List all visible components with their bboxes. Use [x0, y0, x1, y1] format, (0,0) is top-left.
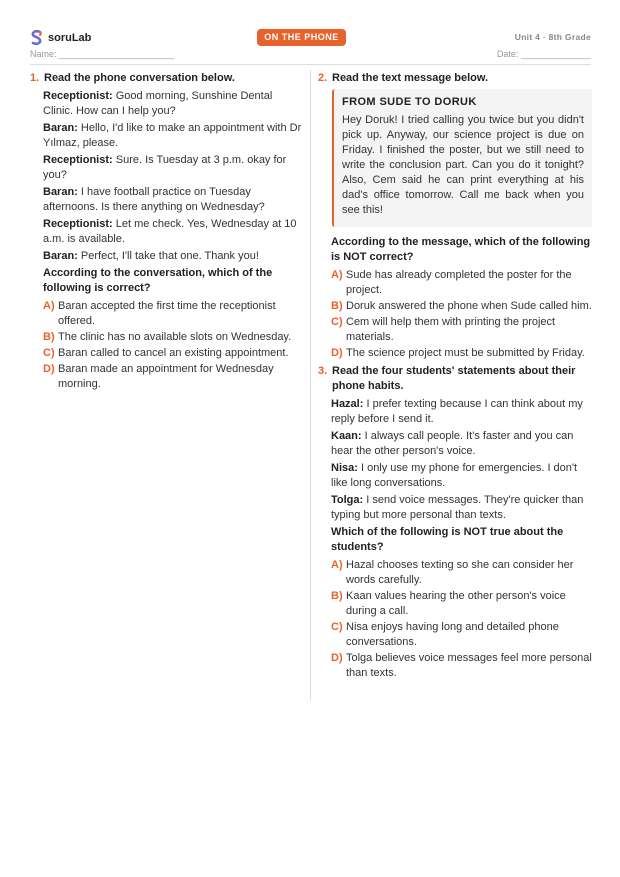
option-letter: B) [331, 300, 343, 312]
sorulab-logo-icon [30, 30, 44, 46]
option-b[interactable] [331, 299, 592, 314]
option-text: Baran accepted the first time the receptionist offered. [58, 300, 276, 327]
option-letter: A) [331, 559, 343, 571]
option-text: Nisa enjoys having long and detailed phone conversations. [346, 621, 559, 648]
statement [331, 397, 592, 427]
question-heading [318, 364, 592, 394]
text-message-box [332, 89, 592, 227]
dialogue-line [43, 89, 302, 119]
line-text: Perfect, I'll take that one. Thank you! [77, 250, 259, 262]
right-column [318, 71, 592, 682]
option-letter: B) [43, 331, 55, 343]
question-title: Read the four students' statements about their phone habits. [332, 365, 576, 392]
option-letter: B) [331, 590, 343, 602]
option-letter: C) [331, 621, 343, 633]
option-c[interactable] [43, 346, 302, 361]
speaker: Baran: [43, 250, 78, 262]
speaker: Baran: [43, 186, 78, 198]
option-letter: D) [331, 652, 343, 664]
message-text: Hey Doruk! I tried calling you twice but you didn't pick up. Anyway, our science project is due on Friday. I finished the poster, but we still need to write the conclusion part. Can you do it tonight? Also, Cem said he can print everything at his dad's office tomorrow. Call me back when you see this! [342, 114, 584, 216]
brand-name: soruLab [48, 32, 92, 44]
dialogue-line [43, 153, 302, 183]
line-text: Hello, I'd like to make an appointment with Dr Yılmaz, please. [43, 122, 302, 149]
speaker: Receptionist: [43, 154, 113, 166]
name-field[interactable]: Name: _______________________ [30, 49, 175, 59]
line-text: Good morning, Sunshine Dental Clinic. How can I help you? [43, 90, 273, 117]
question-number: 3. [318, 365, 328, 377]
header-divider [30, 64, 591, 65]
statement-text: I only use my phone for emergencies. I don't like long conversations. [331, 462, 578, 489]
question-title: Read the phone conversation below. [44, 72, 235, 84]
statement-text: I always call people. It's faster and you can hear the other person's voice. [331, 430, 574, 457]
question-1 [30, 71, 302, 393]
question-stem: According to the conversation, which of the following is correct? [43, 267, 273, 294]
line-text: I have football practice on Tuesday afternoons. Is there anything on Wednesday? [43, 186, 265, 213]
option-text: The clinic has no available slots on Wednesday. [58, 331, 292, 343]
option-text: Cem will help them with printing the project materials. [346, 316, 556, 343]
option-d[interactable] [331, 651, 592, 681]
brand-logo [30, 30, 91, 46]
statement [331, 493, 592, 523]
option-letter: C) [43, 347, 55, 359]
option-letter: D) [331, 347, 343, 359]
dialogue-line [43, 185, 302, 215]
speaker: Hazal: [331, 398, 364, 410]
option-a[interactable] [331, 268, 592, 298]
speaker: Tolga: [331, 494, 364, 506]
column-divider [310, 70, 311, 700]
option-text: The science project must be submitted by Friday. [346, 347, 585, 359]
option-text: Baran made an appointment for Wednesday morning. [58, 363, 274, 390]
dialogue-line [43, 121, 302, 151]
statement-text: I send voice messages. They're quicker than typing but more personal than texts. [331, 494, 584, 521]
line-text: Let me check. Yes, Wednesday at 10 a.m. is available. [43, 218, 297, 245]
statement [331, 429, 592, 459]
option-b[interactable] [331, 589, 592, 619]
dialogue-line [43, 217, 302, 247]
statement [331, 461, 592, 491]
dialogue-line [43, 249, 302, 264]
line-text: Sure. Is Tuesday at 3 p.m. okay for you? [43, 154, 287, 181]
question-heading [318, 71, 592, 86]
speaker: Baran: [43, 122, 78, 134]
question-stem: According to the message, which of the following is NOT correct? [331, 236, 591, 263]
question-number: 2. [318, 72, 328, 84]
option-text: Sude has already completed the poster for the project. [346, 269, 572, 296]
option-c[interactable] [331, 315, 592, 345]
option-text: Kaan values hearing the other person's voice during a call. [346, 590, 566, 617]
student-statements [331, 397, 592, 681]
option-a[interactable] [43, 299, 302, 329]
question-2 [318, 71, 592, 361]
question-number: 1. [30, 72, 40, 84]
option-text: Hazal chooses texting so she can consider her words carefully. [346, 559, 574, 586]
option-a[interactable] [331, 558, 592, 588]
date-field[interactable]: Date: ______________ [496, 49, 591, 59]
conversation [43, 89, 302, 392]
option-b[interactable] [43, 330, 302, 345]
question-heading [30, 71, 302, 86]
option-letter: A) [331, 269, 343, 281]
speaker: Nisa: [331, 462, 358, 474]
statement-text: I prefer texting because I can think about my reply before I send it. [331, 398, 583, 425]
unit-grade-label: Unit 4 · 8th Grade [514, 32, 591, 42]
question-3 [318, 364, 592, 681]
option-d[interactable] [331, 346, 592, 361]
topic-badge: ON THE PHONE [257, 29, 346, 46]
option-letter: D) [43, 363, 55, 375]
question-title: Read the text message below. [332, 72, 489, 84]
option-letter: C) [331, 316, 343, 328]
option-text: Doruk answered the phone when Sude called him. [346, 300, 592, 312]
option-text: Baran called to cancel an existing appointment. [58, 347, 289, 359]
option-d[interactable] [43, 362, 302, 392]
speaker: Receptionist: [43, 218, 113, 230]
option-text: Tolga believes voice messages feel more personal than texts. [346, 652, 592, 679]
option-letter: A) [43, 300, 55, 312]
message-title: FROM SUDE TO DORUK [342, 96, 477, 108]
speaker: Receptionist: [43, 90, 113, 102]
question-stem: Which of the following is NOT true about the students? [331, 526, 564, 553]
speaker: Kaan: [331, 430, 362, 442]
option-c[interactable] [331, 620, 592, 650]
